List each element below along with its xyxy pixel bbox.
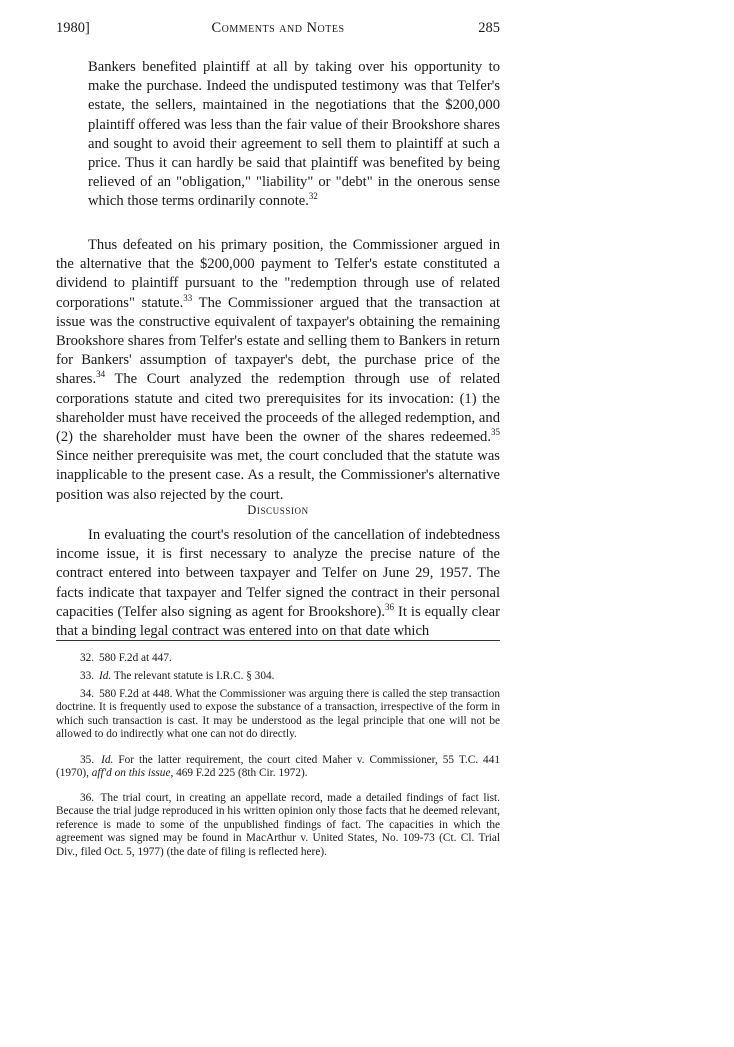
footnote-ref-36[interactable]: 36	[384, 601, 394, 612]
footnote-number: 33.	[80, 670, 95, 682]
block-quote	[88, 58, 500, 212]
footnote-text: 580 F.2d at 448. What the Commissioner was arguing there is called the step transaction doctrine. It is frequently used to expose the substance of a transaction, irrespective of the form in which such transaction is cast. It may be understood as the legal principle that one will not be allowed to do indirectly what one can not do directly.	[56, 688, 501, 741]
header-year: 1980]	[56, 20, 90, 36]
footnote-32	[56, 652, 500, 665]
footnote-ref-35[interactable]: 35	[491, 427, 500, 438]
footnote-number: 36.	[80, 792, 95, 804]
footnote-id-signal: Id.	[98, 670, 112, 682]
footnote-33	[56, 670, 500, 683]
page-number: 285	[478, 20, 500, 36]
footnote-text: The relevant statute is I.R.C. § 304.	[111, 670, 275, 682]
footnote-ref-34[interactable]: 34	[96, 369, 106, 380]
paragraph-text: Since neither prerequisite was met, the court concluded that the statute was inapplicable to the present case. As a result, the Commissioner's alternative position was also rejected by the court.	[56, 448, 500, 503]
footnote-text: 580 F.2d at 447.	[98, 652, 172, 664]
footnote-number: 32.	[80, 652, 95, 664]
footnote-ref-32[interactable]: 32	[308, 191, 318, 202]
footnote-number: 34.	[80, 688, 95, 700]
paragraph-discussion	[56, 526, 500, 641]
running-header	[56, 20, 500, 40]
paragraph-text: In evaluating the court's resolution of the cancellation of indebtedness income issue, it is first necessary to analyze the precise nature of the contract entered into between taxpayer and Telfer on June 29, 1957. The facts indicate that taxpayer and Telfer signed the contract in their personal capacities (Telfer also signing as agent for Brookshore).	[56, 527, 500, 620]
footnote-35	[56, 754, 500, 781]
footnote-36	[56, 792, 500, 859]
section-heading: Discussion	[247, 503, 309, 517]
paragraph-text: Thus defeated on his primary position, the Commissioner argued in the alternative that the $200,000 payment to Telfer's estate constituted a dividend to plaintiff pursuant to the "redemption through use of related corporations" statute.	[56, 237, 500, 311]
paragraph-text: The Commissioner argued that the transaction at issue was the constructive equivalent of taxpayer's obtaining the remaining Brookshore shares from Telfer's estate and selling them to Bankers in return for Bankers' assumption of taxpayer's debt, the purchase price of the shares.	[56, 294, 501, 388]
footnote-text: The trial court, in creating an appellate record, made a detailed findings of fact list. Because the trial judge reproduced in his written opinion only those facts that he deemed relevant, reference is made to some of the unpublished findings of fact. The capacities in which the agreement was signed may be found in MacArthur v. United States, No. 109-73 (Ct. Cl. Trial Div., filed Oct. 5, 1977) (the date of filing is reflected here).	[56, 792, 500, 858]
paragraph-text: It is equally clear that a binding legal contract was entered into on that date which	[56, 603, 500, 640]
footnote-number: 35.	[80, 754, 95, 766]
footnote-34	[56, 688, 500, 742]
footnote-citation-signal: aff'd on this issue,	[91, 767, 174, 780]
paragraph-text: The Court analyzed the redemption through use of related corporations statute and cited two prerequisites for its invocation: (1) the shareholder must have received the proceeds of the alleged redemption, and (2) the shareholder must have been the owner of the shares redeemed.	[56, 371, 500, 446]
footnote-ref-33[interactable]: 33	[183, 292, 193, 303]
footnote-divider	[56, 640, 500, 641]
quote-text: Bankers benefited plaintiff at all by taking over his opportunity to make the purchase. Indeed the undisputed testimony was that Telfer's estate, the sellers, maintained in the negotiations that the $200,000 plaintiff offered was less than the fair value of their Brookshore shares and sought to avoid their agreement to sell them to plaintiff at such a price. Thus it can hardly be said that plaintiff was benefited by being relieved of an "obligation," "liability" or "debt" in the onerous sense which those terms ordinarily connote.	[88, 59, 500, 210]
footnote-id-signal: Id.	[101, 754, 114, 766]
paragraph-alternative-position	[56, 236, 500, 505]
footnote-text: 469 F.2d 225 (8th Cir. 1972).	[173, 767, 308, 780]
footnote-text: For the latter requirement, the court cited Maher v. Commissioner, 55 T.C. 441 (1970),	[56, 754, 500, 780]
header-title: Comments and Notes	[211, 20, 345, 36]
